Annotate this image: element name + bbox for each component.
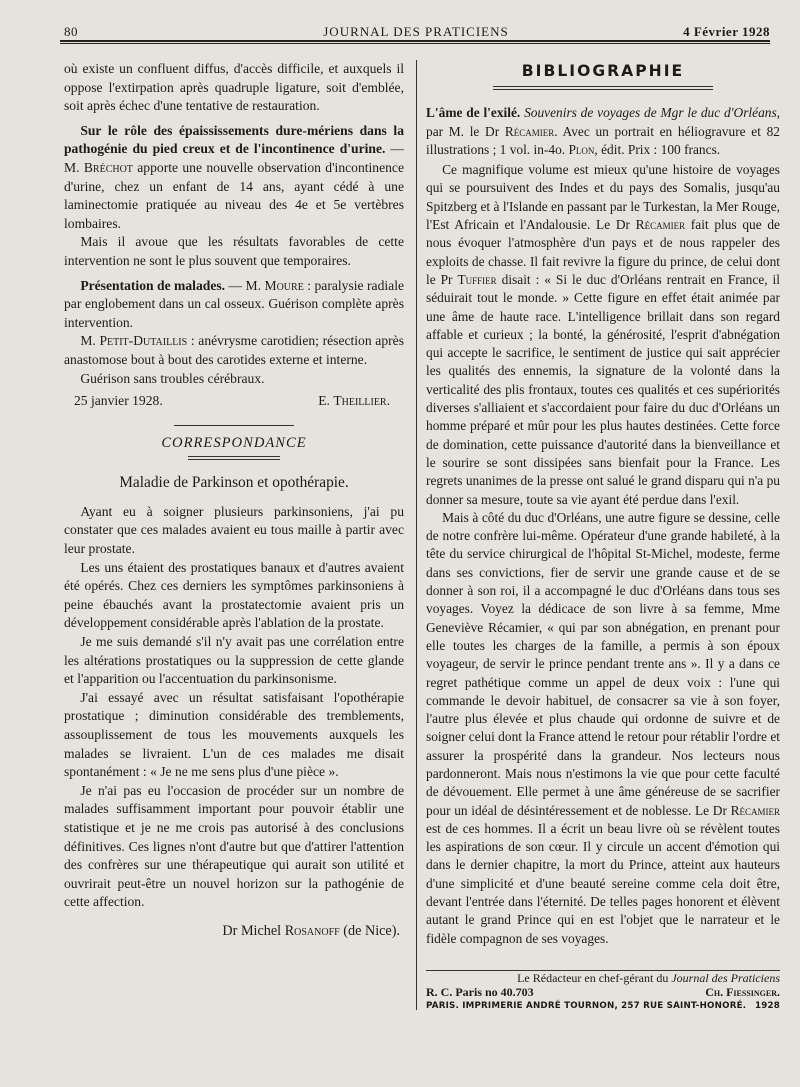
subheading: Sur le rôle des épaississements dure-mériens dans la pathogénie du pied creux et de l'incontinence d'urine.: [64, 122, 404, 157]
paragraph: Mais il avoue que les résultats favorables de cette intervention ne sont le plus souvent que temporaires.: [64, 234, 404, 268]
publisher-name: Plon: [568, 141, 595, 157]
signature-line: [64, 392, 404, 411]
paragraph: Sur le rôle des épaississements dure-mériens dans la pathogénie du pied creux et de l'incontinence d'urine. — M. Bréchot apporte une nouvelle observation d'incontinence d'urine, chez un enfant de 14 ans, ayant cédé à une laminectomie pratiquée au niveau des 4e et 5e vertèbres lombaires.: [64, 122, 405, 231]
page-number: 80: [64, 24, 78, 39]
paragraph: Présentation de malades. — M. Moure : paralysie radiale par englobement dans un cal osseux. Guérison complète après intervention.: [64, 277, 405, 330]
issue-date: 4 Février 1928: [683, 24, 770, 39]
header-rule-thin: [60, 43, 770, 44]
correspondence-signature: Dr Michel Rosanoff (de Nice).: [222, 922, 400, 939]
section-title-rule: [493, 86, 713, 90]
section-title: CORRESPONDANCE: [161, 434, 307, 451]
running-header: [62, 22, 770, 42]
paragraph: Mais à côté du duc d'Orléans, une autre figure se dessine, celle de notre confrère lui-même. Opérateur d'une grande habileté, à la tête du service chirurgical de l'hôpital St-Michel, modeste, ferme dans ses convictions, fier de servir une grande cause et de se donner à son roi, il a accompagné le duc d'Orléans dans tous ses voyages. Voyez la dédicace de son livre à sa femme, Mme Geneviève Récamier, « qui par son abnégation, en prenant pour elle toutes les charges de la famille, a permis à son époux voyageur, de servir le prince pendant trente ans ». Il y a dans ce regret pathétique comme un appel de deux voix : l'une qui commande le devoir habituel, de consacrer sa vie à son foyer, l'autre plus élevée et plus chaude qui ordonne de suivre et de soigner celui dont la France attend le retour pour rétablir l'ordre et assurer la prospérité dans la grandeur. Nos lecteurs nous pardonneront. Mais nous n'estimons la vie que pour cette faculté de dévouement. Elle permet à une âme généreuse de se sacrifier pour un idéal de désintéressement et de noblesse. Le Dr Récamier est de ces hommes. Il a écrit un beau livre où se révèlent toutes les aspirations de son cœur. Il y circule un accent d'émotion qui dans le dernier chapitre, la mort du Prince, atteint aux hauteurs d'une simplicité et d'une beauté sereine comme cela doit être, devant l'entrée dans l'éternité. De telles pages honorent et élèvent autant le grand Prince qui en est l'objet que le narrateur et le fidèle compagnon de ses voyages.: [426, 509, 780, 946]
printer-line: PARIS. IMPRIMERIE ANDRÉ TOURNON, 257 RUE SAINT-HONORÉ. 1928: [426, 1001, 780, 1011]
paragraph: M. Petit-Dutaillis : anévrysme carotidien; résection après anastomose bout à bout des carotides externe et interne.: [64, 333, 404, 367]
editor-line: Le Rédacteur en chef-gérant du Journal des Praticiens: [517, 971, 780, 985]
person-name: Bréchot: [83, 159, 133, 175]
right-column: [426, 60, 780, 948]
header-rule: [60, 40, 770, 42]
paragraph: où existe un confluent diffus, d'accès difficile, et auxquels il oppose l'extirpation après quadruple ligature, soit d'emblée, soit après échec d'une tentative de restauration.: [64, 61, 404, 114]
book-reference: L'âme de l'exilé. Souvenirs de voyages de Mgr le duc d'Orléans, par M. le Dr Récamier. Avec un portrait en héliogravure et 82 illustrations ; 1 vol. in-4o. Plon, édit. Prix : 100 francs.: [426, 105, 781, 157]
paragraph: Guérison sans troubles cérébraux.: [80, 370, 265, 386]
article-title: Maladie de Parkinson et opothérapie.: [119, 474, 349, 492]
signature-author: E. Theillier.: [318, 393, 390, 409]
paragraph: Je me suis demandé s'il n'y avait pas une corrélation entre les altérations prostatiques ou la suppression de cette glande et l'apparition ou l'accentuation du parkinsonisme.: [64, 634, 404, 687]
left-column: [64, 60, 404, 941]
book-subtitle: Souvenirs de voyages de Mgr le duc d'Orléans,: [520, 105, 781, 121]
column-rule: [416, 60, 417, 1010]
subheading: Présentation de malades.: [80, 277, 226, 293]
imprint: [426, 966, 780, 999]
person-name: Petit-Dutaillis: [99, 333, 188, 349]
journal-title: JOURNAL DES PRATICIENS: [323, 24, 509, 39]
section-divider: [174, 425, 294, 426]
paragraph: Les uns étaient des prostatiques banaux et d'autres avaient été opérés. Chez ces derniers les symptômes parkinsoniens à peine ébauchés avant la prostatectomie avaient pris un développement considérable après l'ablation de la prostate.: [64, 559, 404, 631]
paragraph: J'ai essayé avec un résultat satisfaisant l'opothérapie prostatique ; diminution considérable des tremblements, assouplissement de tous les mouvements auxquels les malades se livraient. L'un de ces malades me disait spontanément : « Je ne me sens plus d'une pièce ».: [64, 689, 404, 780]
section-title-rule: [188, 456, 280, 460]
paragraph: Ayant eu à soigner plusieurs parkinsoniens, j'ai pu constater que ces malades avaient eu tous maille à partir avec leur prostate.: [64, 503, 404, 557]
person-name: Moure: [264, 277, 304, 293]
registration-line: R. C. Paris no 40.703 Ch. Fiessinger.: [426, 985, 780, 999]
paragraph: Ce magnifique volume est mieux qu'une histoire de voyages qui se poursuivent des Indes et du pays des Somalis, jusqu'au Spitzberg et à l'Islande en passant par le Turkestan, la Mer Rouge, l'Est Africain et l'Andalousie. Le Dr Récamier fait plus que de nous évoquer l'atmosphère d'un pays et de nous rappeler des exploits de chasse. Il fait revivre la figure du prince, de celui dont le Pr Tuffier disait : « Si le duc d'Orléans rentrait en France, il séduirait tout le monde. » Cette figure en effet était animée par une âme de haute race. L'intelligence brillait dans son regard affable et curieux ; la bonté, la générosité, l'esprit d'abnégation qui accepte le sacrifice, le sentiment de justice qui sait apprécier les qualités des ennemis, la signature de la volonté dans la verticalité des plis frontaux, toutes ces qualités et ces supériorités diverses s'alliaient et s'accordaient pour faire du duc d'Orléans un homme préparé et mûr pour les plus hautes destinées. Cette force de domination, cette puissance d'autorité dans la bienveillance et le sourire se sont dissipées sans bienfait pour la France. Les regrets unanimes de la presse ont salué le grand disparu qui n'a pu donner sa mesure, toute sa vie ayant été perdue dans l'exil.: [426, 162, 780, 507]
signature-date: 25 janvier 1928.: [74, 393, 163, 409]
paragraph: Je n'ai pas eu l'occasion de procéder sur un nombre de malades suffisamment important pour pouvoir établir une statistique et je ne me crois pas autorisé à des conclusions définitives. Ces lignes n'ont d'autre but que d'attirer l'attention des confrères sur une thérapeutique qui aurait son utilité et ouvrirait peut-être un nouvel horizon sur la pathogénie de cette affection.: [64, 782, 404, 910]
section-title: BIBLIOGRAPHIE: [521, 62, 685, 80]
author-name: Récamier: [504, 123, 555, 139]
book-title: L'âme de l'exilé.: [426, 105, 521, 121]
